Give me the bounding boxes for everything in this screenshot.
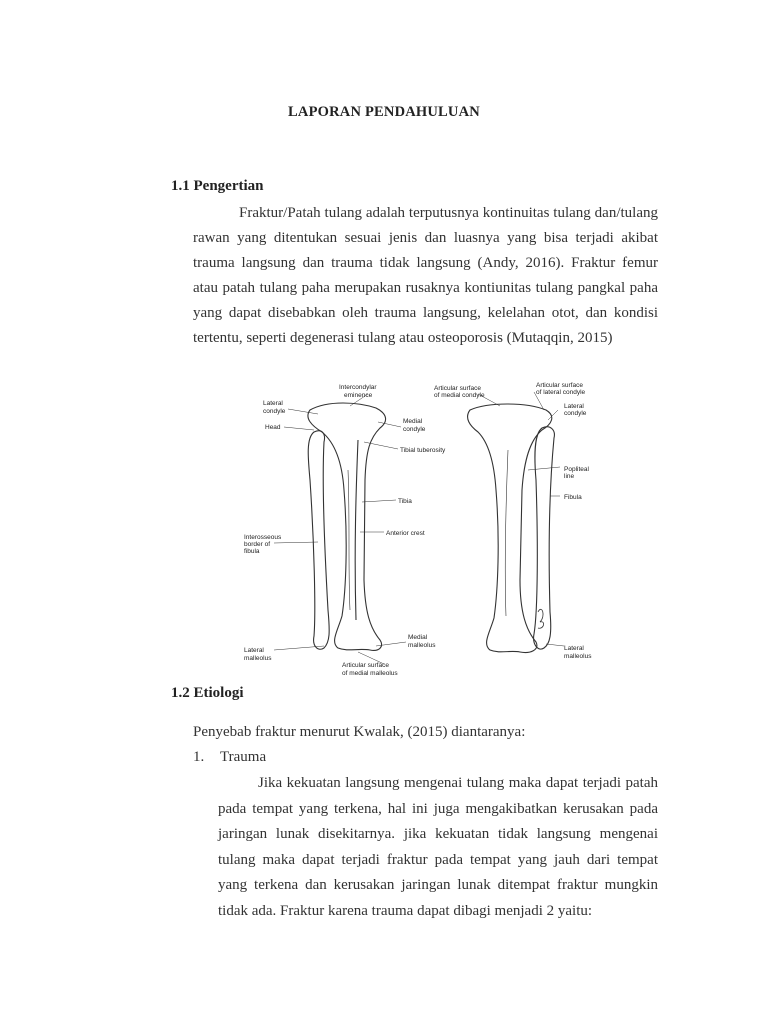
label-tibial-tuberosity: Tibial tuberosity	[400, 447, 446, 454]
label-lateral-condyle-right-2: condyle	[564, 410, 587, 417]
bone-diagram	[238, 380, 618, 680]
label-anterior-crest: Anterior crest	[386, 530, 425, 537]
label-articular-lateral-condyle-1: Articular surface	[536, 382, 583, 389]
label-lateral-malleolus-right-2: malleolus	[564, 653, 592, 660]
label-lateral-condyle-left-1: Lateral	[263, 400, 283, 407]
label-medial-condyle-2: condyle	[403, 426, 426, 433]
label-interosseous-1: Interosseous	[244, 534, 282, 541]
label-medial-condyle-1: Medial	[403, 418, 423, 425]
label-lateral-condyle-right-1: Lateral	[564, 403, 584, 410]
label-interosseous-2: border of	[244, 541, 271, 548]
label-lateral-malleolus-left-1: Lateral	[244, 647, 264, 654]
pengertian-paragraph: Fraktur/Patah tulang adalah terputusnya kontinuitas tulang dan/tulang rawan yang ditentukan sesuai jenis dan luasnya yang bisa terjadi akibat trauma langsung dan trauma tidak langsung (Andy, 2016). Fraktur femur atau patah tulang paha merupakan rusaknya kontiunitas tulang pangkal paha yang dapat disebabkan oleh trauma langsung, kelelahan otot, dan kondisi tertentu, seperti degenerasi tulang atau osteoporosis (Mutaqqin, 2015)	[193, 205, 658, 346]
label-articular-medial-condyle-1: Articular surface	[434, 385, 481, 392]
label-lateral-condyle-left-2: condyle	[263, 408, 286, 415]
label-popliteal-2: line	[564, 473, 575, 480]
label-articular-medial-malleolus-1: Articular surface	[342, 662, 389, 669]
label-eminence: eminence	[344, 392, 373, 399]
list-number: 1.	[193, 749, 205, 765]
label-medial-malleolus-2: malleolus	[408, 642, 436, 649]
section-heading-pengertian: 1.1 Pengertian	[171, 178, 264, 194]
right-tibia-outline	[468, 404, 552, 653]
label-lateral-malleolus-left-2: malleolus	[244, 655, 272, 662]
illustrator-signature	[538, 609, 544, 628]
label-head: Head	[265, 424, 281, 431]
document-title: LAPORAN PENDAHULUAN	[288, 104, 480, 120]
label-tibia: Tibia	[398, 498, 412, 505]
label-articular-lateral-condyle-2: of lateral condyle	[536, 389, 586, 396]
right-fibula-outline	[534, 427, 555, 649]
label-lateral-malleolus-right-1: Lateral	[564, 645, 584, 652]
label-medial-malleolus-1: Medial	[408, 634, 428, 641]
list-item-label-trauma: Trauma	[220, 749, 267, 765]
trauma-paragraph: Jika kekuatan langsung mengenai tulang maka dapat terjadi patah pada tempat yang terkena, hal ini juga mengakibatkan kerusakan pada jaringan lunak disekitarnya. jika kekuatan tidak langsung mengenai tulang maka dapat terjadi fraktur pada tempat yang jauh dari tempat yang terkena dan kerusakan jaringan lunak ditempat fraktur mungkin tidak ada. Fraktur karena trauma dapat dibagi menjadi 2 yaitu:	[218, 775, 658, 919]
tibia-fibula-illustration	[238, 380, 618, 680]
section-heading-etiologi: 1.2 Etiologi	[171, 685, 244, 701]
label-articular-medial-malleolus-2: of medial malleolus	[342, 670, 398, 677]
label-articular-medial-condyle-2: of medial condyle	[434, 392, 485, 399]
etiologi-intro: Penyebab fraktur menurut Kwalak, (2015) diantaranya:	[193, 724, 526, 740]
label-popliteal-1: Popliteal	[564, 466, 589, 473]
label-intercondylar: Intercondylar	[339, 384, 377, 391]
label-fibula: Fibula	[564, 494, 582, 501]
left-fibula-outline	[308, 431, 329, 650]
left-tibia-outline	[308, 403, 386, 650]
label-interosseous-3: fibula	[244, 548, 260, 555]
